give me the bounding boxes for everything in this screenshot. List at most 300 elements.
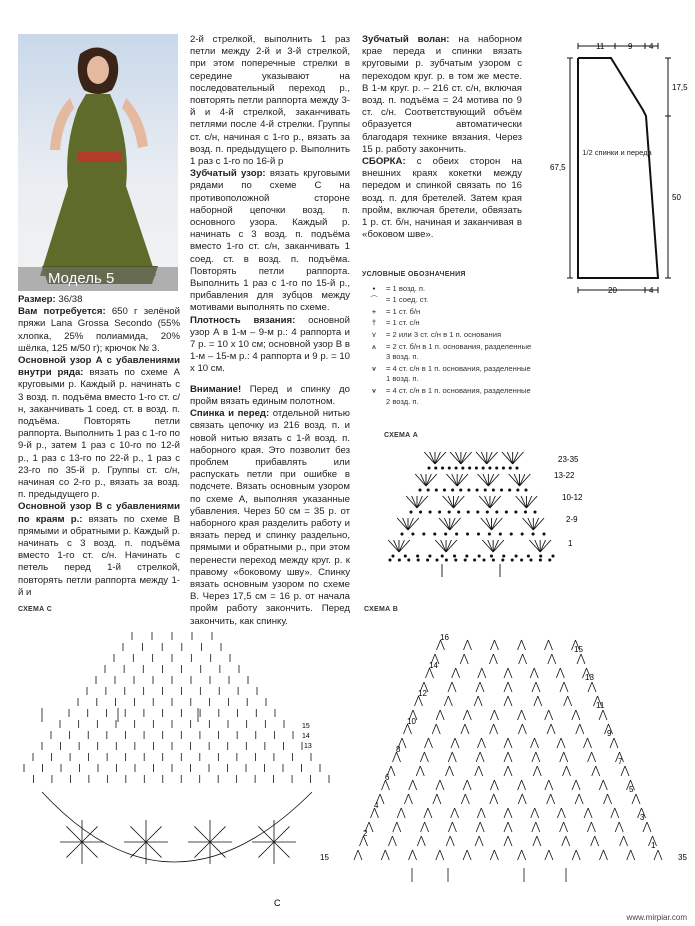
chart-stitch xyxy=(448,496,453,508)
chart-stitch xyxy=(453,496,464,508)
chart-stitch xyxy=(624,836,628,846)
chart-stitch xyxy=(463,850,467,860)
chart-stitch xyxy=(194,842,210,858)
chart-stitch xyxy=(552,555,554,557)
chart-stitch xyxy=(435,489,437,491)
garment-pattern-diagram xyxy=(548,38,688,298)
scheme-b-row-label: 15 xyxy=(574,645,583,654)
chart-stitch xyxy=(603,850,607,860)
chart-stitch xyxy=(636,794,640,804)
chart-stitch xyxy=(440,780,444,790)
legend-title: УСЛОВНЫЕ ОБОЗНАЧЕНИЯ xyxy=(362,271,466,278)
chart-stitch xyxy=(354,850,358,860)
chart-stitch xyxy=(475,467,477,469)
chart-stitch xyxy=(448,467,450,469)
chart-stitch xyxy=(632,794,636,804)
scheme-b-row-label: 9 xyxy=(607,729,612,738)
chart-stitch xyxy=(478,555,480,557)
chart-stitch xyxy=(468,640,472,650)
chart-stitch xyxy=(421,822,425,832)
chart-stitch xyxy=(556,668,560,678)
model-caption: Модель 5 xyxy=(18,267,178,291)
chart-stitch xyxy=(421,836,425,846)
chart-stitch xyxy=(539,559,541,561)
chart-stitch xyxy=(522,780,526,790)
chart-stitch xyxy=(504,752,508,762)
chart-stitch xyxy=(446,474,457,486)
chart-stitch xyxy=(482,540,493,552)
chart-stitch xyxy=(482,467,484,469)
chart-stitch xyxy=(484,489,486,491)
chart-stitch xyxy=(451,808,455,818)
chart-stitch xyxy=(458,511,460,513)
chart-stitch xyxy=(488,474,493,486)
chart-stitch xyxy=(549,710,553,720)
scheme-b-end-label: 35 xyxy=(678,853,687,862)
sc-picot-icon: ⩚ xyxy=(371,341,377,351)
chart-stitch xyxy=(423,533,425,535)
scheme-b-row-label: 14 xyxy=(429,661,438,670)
dim-top-3: 4 xyxy=(649,42,654,51)
chart-stitch xyxy=(467,780,471,790)
chart-stitch xyxy=(584,808,588,818)
chart-stitch xyxy=(520,474,531,486)
chart-stitch xyxy=(446,540,457,552)
chart-stitch xyxy=(448,752,452,762)
chart-stitch xyxy=(385,850,389,860)
chart-stitch xyxy=(435,452,446,464)
chart-stitch xyxy=(504,696,508,706)
chart-stitch xyxy=(462,467,464,469)
chart-stitch xyxy=(463,780,467,790)
text-column-2 xyxy=(190,34,350,628)
chart-stitch xyxy=(450,518,455,530)
scheme-b-row-label: 6 xyxy=(385,773,390,782)
chart-stitch xyxy=(619,822,623,832)
assembly-text: с обеих сторон на внешних краях кокетки между передом и спинкой связать по 16 возд. п. для бретелей. Затем края пройм, включая бретели, обвязать 1 р. ст. б/н, начиная и заканчивая в «боковом шве». xyxy=(362,156,522,241)
chart-stitch xyxy=(440,850,444,860)
chart-stitch xyxy=(464,654,468,664)
chart-stitch xyxy=(537,836,541,846)
chart-stitch xyxy=(545,640,549,650)
scheme-c-row-label: 13 xyxy=(304,743,312,750)
legend-item: • = 1 возд. п. xyxy=(362,284,532,295)
chart-stitch xyxy=(581,654,585,664)
chart-stitch xyxy=(510,533,512,535)
chart-stitch xyxy=(451,738,455,748)
legend-item: ⩛ = 4 ст. с/н в 1 п. основания, разделенные 2 возд. п. xyxy=(362,386,532,407)
chart-stitch xyxy=(490,724,494,734)
legend-item: + = 1 ст. б/н xyxy=(362,307,532,318)
chart-stitch xyxy=(274,842,290,858)
chart-stitch xyxy=(388,540,399,552)
chart-stitch xyxy=(419,511,421,513)
chart-stitch xyxy=(467,710,471,720)
chart-stitch xyxy=(540,555,542,557)
chart-stitch xyxy=(424,452,435,464)
chart-stitch xyxy=(460,654,464,664)
chart-stitch xyxy=(420,752,424,762)
chart-stitch xyxy=(476,452,487,464)
chart-stitch xyxy=(503,555,505,557)
chart-stitch xyxy=(490,555,492,557)
chart-stitch xyxy=(445,559,447,561)
attention-label: Внимание! xyxy=(190,383,242,395)
chart-stitch xyxy=(435,467,437,469)
chart-stitch xyxy=(508,696,512,706)
chart-stitch xyxy=(595,836,599,846)
chart-stitch xyxy=(398,559,400,561)
chart-stitch xyxy=(450,518,461,530)
chart-stitch xyxy=(274,826,290,842)
chart-stitch xyxy=(591,822,595,832)
scheme-b-row-label: 1 xyxy=(651,841,656,850)
chart-stitch xyxy=(433,794,437,804)
legend-item: ⋎ = 2 или 3 ст. с/н в 1 п. основания xyxy=(362,330,532,341)
chart-stitch xyxy=(545,850,549,860)
chart-stitch xyxy=(562,836,566,846)
chart-stitch xyxy=(388,836,392,846)
chart-stitch xyxy=(526,496,537,508)
chart-stitch xyxy=(576,780,580,790)
chart-stitch xyxy=(591,836,595,846)
chart-stitch xyxy=(532,752,536,762)
chart-stitch xyxy=(557,738,561,748)
chart-stitch xyxy=(410,511,412,513)
chart-stitch xyxy=(509,474,520,486)
chart-stitch xyxy=(518,640,522,650)
chart-stitch xyxy=(494,794,498,804)
chart-stitch xyxy=(560,822,564,832)
chart-stitch xyxy=(534,696,538,706)
chart-stitch xyxy=(533,518,544,530)
chart-stitch xyxy=(429,511,431,513)
chart-stitch xyxy=(417,496,422,508)
scheme-b-row-label: 3 xyxy=(640,813,645,822)
chart-stitch xyxy=(452,752,456,762)
chart-stitch xyxy=(453,496,458,508)
chart-stitch xyxy=(557,808,561,818)
chart-stitch xyxy=(592,682,596,692)
chart-stitch xyxy=(415,474,426,486)
chart-stitch xyxy=(448,511,450,513)
chart-stitch xyxy=(521,533,523,535)
chart-stitch xyxy=(514,474,519,486)
chart-stitch xyxy=(475,766,479,776)
flounce-text: на наборном крае переда и спинки вязать круговыми р. зубчатым узором с переходом круг. р. в том же месте. В 1-м круг. р. – 216 ст. с/н, включая возд. п. подъёма = 24 мотива по 9 ст. с/н. Соответствующий объём образуется автоматически благодаря технике вязания. Через 15 р. работу закончить. xyxy=(362,34,522,155)
chart-stitch xyxy=(587,822,591,832)
scheme-b-row-label: 7 xyxy=(618,757,623,766)
shell-1ch-icon: ⩛ xyxy=(371,363,377,373)
model-figure xyxy=(18,34,178,291)
chart-stitch xyxy=(625,766,629,776)
chart-stitch xyxy=(502,559,504,561)
chart-stitch xyxy=(380,794,384,804)
dim-bottom-1: 20 xyxy=(608,286,617,295)
chart-stitch xyxy=(369,822,373,832)
chart-stitch xyxy=(522,724,526,734)
chart-stitch xyxy=(455,467,457,469)
chart-stitch xyxy=(522,640,526,650)
chart-stitch xyxy=(547,794,551,804)
chart-stitch xyxy=(417,836,421,846)
chart-stitch xyxy=(548,654,552,664)
chart-stitch xyxy=(515,555,517,557)
chart-stitch xyxy=(210,826,226,842)
chart-stitch xyxy=(408,559,410,561)
chart-stitch xyxy=(450,766,454,776)
chart-stitch xyxy=(549,559,551,561)
dim-bottom-2: 4 xyxy=(649,286,654,295)
chart-stitch xyxy=(435,540,446,552)
chart-stitch xyxy=(476,489,478,491)
chart-stitch xyxy=(409,850,413,860)
chart-stitch xyxy=(576,724,580,734)
chart-stitch xyxy=(404,555,406,557)
chart-stitch xyxy=(516,496,527,508)
chart-stitch xyxy=(621,766,625,776)
chart-stitch xyxy=(489,654,493,664)
chart-stitch xyxy=(504,738,508,748)
chart-stitch xyxy=(401,808,405,818)
chart-stitch xyxy=(491,640,495,650)
gauge-label: Плотность вязания: xyxy=(190,314,296,326)
chart-stitch xyxy=(504,682,508,692)
chart-stitch xyxy=(413,850,417,860)
chart-stitch xyxy=(436,559,438,561)
chart-stitch xyxy=(551,724,555,734)
chart-stitch xyxy=(509,489,511,491)
chart-stitch xyxy=(496,511,498,513)
pattern-b-text: вязать по схеме B прямыми и обратными р. Каждый р. начинать с 3 возд. п. подъёма вместо 1-го ст. с/н. Начинать с петель перед 1-й стрелкой, повторять петли раппорта между 1-й и xyxy=(18,513,180,598)
chart-stitch xyxy=(397,822,401,832)
chart-stitch xyxy=(448,696,452,706)
scheme-b-row-label: 11 xyxy=(596,701,605,710)
chart-stitch xyxy=(567,766,571,776)
chart-stitch xyxy=(435,452,440,464)
chart-stitch xyxy=(521,559,523,561)
chart-stitch xyxy=(520,474,525,486)
chart-stitch xyxy=(443,496,454,508)
chart-stitch xyxy=(393,822,397,832)
chart-stitch xyxy=(604,794,608,804)
chart-stitch xyxy=(492,489,494,491)
chart-stitch xyxy=(508,738,512,748)
chart-stitch xyxy=(519,654,523,664)
chart-stitch xyxy=(518,794,522,804)
chart-stitch xyxy=(493,540,504,552)
chart-stitch xyxy=(439,511,441,513)
chart-stitch xyxy=(434,533,436,535)
chart-stitch xyxy=(461,794,465,804)
chart-stitch xyxy=(441,467,443,469)
chart-stitch xyxy=(540,540,545,552)
chart-stitch xyxy=(547,724,551,734)
chart-stitch xyxy=(476,822,480,832)
dim-body: 50 xyxy=(672,193,681,202)
scheme-b-title: СХЕМА В xyxy=(364,606,399,613)
chart-stitch xyxy=(446,836,450,846)
chart-stitch xyxy=(536,822,540,832)
chart-stitch xyxy=(530,559,532,561)
chart-stitch xyxy=(42,792,312,862)
chart-stitch xyxy=(441,555,443,557)
chart-stitch xyxy=(579,794,583,804)
chart-stitch xyxy=(439,518,450,530)
pattern-a-text: вязать по схеме А круговыми р. Каждый р. начинать с 3 возд. п. подъёма вместо 1-го ст. с/н, заканчивать 1 соед. ст. в возд. п. подъёма. Повторять петли раппорта. Выполнить 1 раз с 1-го по 9-й р., затем 1 раз с 10-го по 12-й р., 1 раз с 13-го по 22-й р., 1 раз с 23-го по 35-й р. Группы ст. с/н, начиная со 2-го р., вязать за возд. п. предыдущего р. xyxy=(18,367,180,501)
chart-stitch xyxy=(561,738,565,748)
chart-stitch xyxy=(492,518,503,530)
chart-stitch xyxy=(564,822,568,832)
chart-stitch xyxy=(445,533,447,535)
chart-stitch xyxy=(599,780,603,790)
scheme-a-row-label: 1 xyxy=(568,539,573,548)
chart-stitch xyxy=(504,808,508,818)
chart-stitch xyxy=(448,682,452,692)
chart-stitch xyxy=(417,559,419,561)
scheme-a-row-label: 10-12 xyxy=(562,493,583,502)
chart-stitch xyxy=(493,654,497,664)
chart-stitch xyxy=(428,467,430,469)
chart-stitch xyxy=(527,555,529,557)
chart-stitch xyxy=(482,738,486,748)
chart-stitch xyxy=(420,766,424,776)
chart-stitch xyxy=(478,696,482,706)
chart-stitch xyxy=(504,822,508,832)
chart-stitch xyxy=(504,836,508,846)
chart-stitch xyxy=(461,452,472,464)
scheme-b-row-label: 8 xyxy=(396,745,401,754)
chart-stitch xyxy=(391,766,395,776)
chart-stitch xyxy=(461,452,466,464)
chart-stitch xyxy=(564,696,568,706)
chart-stitch xyxy=(457,474,462,486)
chart-stitch xyxy=(568,696,572,706)
chart-stitch xyxy=(577,654,581,664)
chart-stitch xyxy=(603,780,607,790)
chart-stitch xyxy=(476,682,480,692)
chart-stitch xyxy=(537,766,541,776)
chart-stitch xyxy=(416,766,420,776)
chart-stitch xyxy=(477,511,479,513)
chart-stitch xyxy=(516,467,518,469)
chart-stitch xyxy=(479,496,490,508)
chart-stitch xyxy=(564,682,568,692)
chart-stitch xyxy=(406,496,417,508)
chart-stitch xyxy=(588,752,592,762)
chart-stitch xyxy=(465,724,469,734)
legend-item: ⌒ = 1 соед. ст. xyxy=(362,295,532,306)
chart-stitch xyxy=(478,668,482,678)
chart-stitch xyxy=(146,842,162,858)
chart-stitch xyxy=(130,826,146,842)
chart-stitch xyxy=(536,682,540,692)
watermark: www.mirpiar.com xyxy=(626,913,687,922)
chart-stitch xyxy=(487,452,498,464)
back-front-text: отдельной нитью связать цепочку из 216 возд. п. и новой нитью вязать с 1-й возд. п. наборного края. Это позволит без проблем прибавлять или распускать петли при ошибке в подсчете. Вязать основным узором по схеме А, выполняя указанные убавления. Через 50 см = 35 р. от наборного края разделить работу и вязать перед и спинку раздельно, прямыми и обратными р., при этом перенести переход между круг. р. к правому «боковому шву». Спинку вязать основным узором по схеме В. Через 17,5 см = 16 р. от начала пройм работу закончить. Перед закончить, как спинку. xyxy=(190,408,350,627)
chart-stitch xyxy=(545,710,549,720)
scheme-c-row-label: 15 xyxy=(302,723,310,730)
chart-stitch xyxy=(545,780,549,790)
chart-stitch xyxy=(452,668,456,678)
attention-text: Перед и спинку до пройм вязать единым полотном. xyxy=(190,383,350,407)
chart-stitch xyxy=(430,452,435,464)
pattern-b-continued: 2-й стрелкой, выполнить 1 раз петли между 2-й и 3-й стрелкой, при этом поперечные стрелки в середине указывают на последовательный переход р., повторять петли раппорта между 3-й и 4-й стрелкой, заканчивать петлями после 4-й стрелки. Группы ст. с/н, начиная с 1-го р., вязать за возд. п. предыдущего р. Выполнить 1 раз с 1-го по 16-й р xyxy=(190,34,350,168)
pattern-a-label: Основной узор А с убавлениями внутри ряда: xyxy=(18,355,180,379)
chart-stitch xyxy=(397,808,401,818)
chart-stitch xyxy=(426,474,437,486)
chart-stitch xyxy=(477,533,479,535)
chart-stitch xyxy=(66,842,82,858)
chart-stitch xyxy=(436,710,440,720)
chart-stitch xyxy=(452,489,454,491)
chart-stitch xyxy=(494,850,498,860)
chart-stitch xyxy=(517,489,519,491)
chain-stitch-icon: • xyxy=(372,283,376,293)
chart-stitch xyxy=(505,511,507,513)
chart-stitch xyxy=(502,467,504,469)
chart-stitch xyxy=(560,682,564,692)
chart-stitch xyxy=(480,752,484,762)
chart-stitch xyxy=(483,559,485,561)
chart-stitch xyxy=(523,654,527,664)
chart-stitch xyxy=(487,452,492,464)
chart-stitch xyxy=(480,682,484,692)
chart-stitch xyxy=(522,518,533,530)
chart-stitch xyxy=(412,496,417,508)
chart-stitch xyxy=(437,794,441,804)
scheme-a-chart xyxy=(380,442,600,582)
chart-stitch xyxy=(452,682,456,692)
chart-stitch xyxy=(408,794,412,804)
chart-stitch xyxy=(508,682,512,692)
chart-stitch xyxy=(457,474,468,486)
dc-group-icon: ⋎ xyxy=(371,329,377,339)
chart-stitch xyxy=(654,850,658,860)
chart-stitch xyxy=(496,467,498,469)
chart-stitch xyxy=(455,808,459,818)
size-label: Размер: xyxy=(18,294,56,305)
materials-label: Вам потребуется: xyxy=(18,306,106,318)
chart-stitch xyxy=(490,794,494,804)
dim-total: 67,5 xyxy=(550,163,566,172)
chart-stitch xyxy=(493,540,498,552)
chart-stitch xyxy=(444,518,449,530)
chart-stitch xyxy=(508,822,512,832)
chart-stitch xyxy=(425,738,429,748)
text-column-1 xyxy=(18,294,180,599)
chart-stitch xyxy=(592,766,596,776)
chart-stitch xyxy=(599,850,603,860)
chart-stitch xyxy=(535,808,539,818)
chart-stitch xyxy=(576,850,580,860)
chart-stitch xyxy=(549,780,553,790)
chart-stitch xyxy=(441,540,446,552)
chart-stitch xyxy=(526,496,531,508)
chart-stitch xyxy=(531,738,535,748)
chart-stitch xyxy=(530,668,534,678)
chart-stitch xyxy=(495,640,499,650)
chart-stitch xyxy=(608,794,612,804)
chart-stitch xyxy=(529,540,540,552)
dim-armhole: 17,5 xyxy=(672,83,688,92)
chart-stitch xyxy=(534,511,536,513)
chart-stitch xyxy=(465,794,469,804)
chart-stitch xyxy=(424,752,428,762)
piece-label: 1/2 спинки и переда xyxy=(582,148,652,157)
chart-stitch xyxy=(425,822,429,832)
chart-stitch xyxy=(443,489,445,491)
